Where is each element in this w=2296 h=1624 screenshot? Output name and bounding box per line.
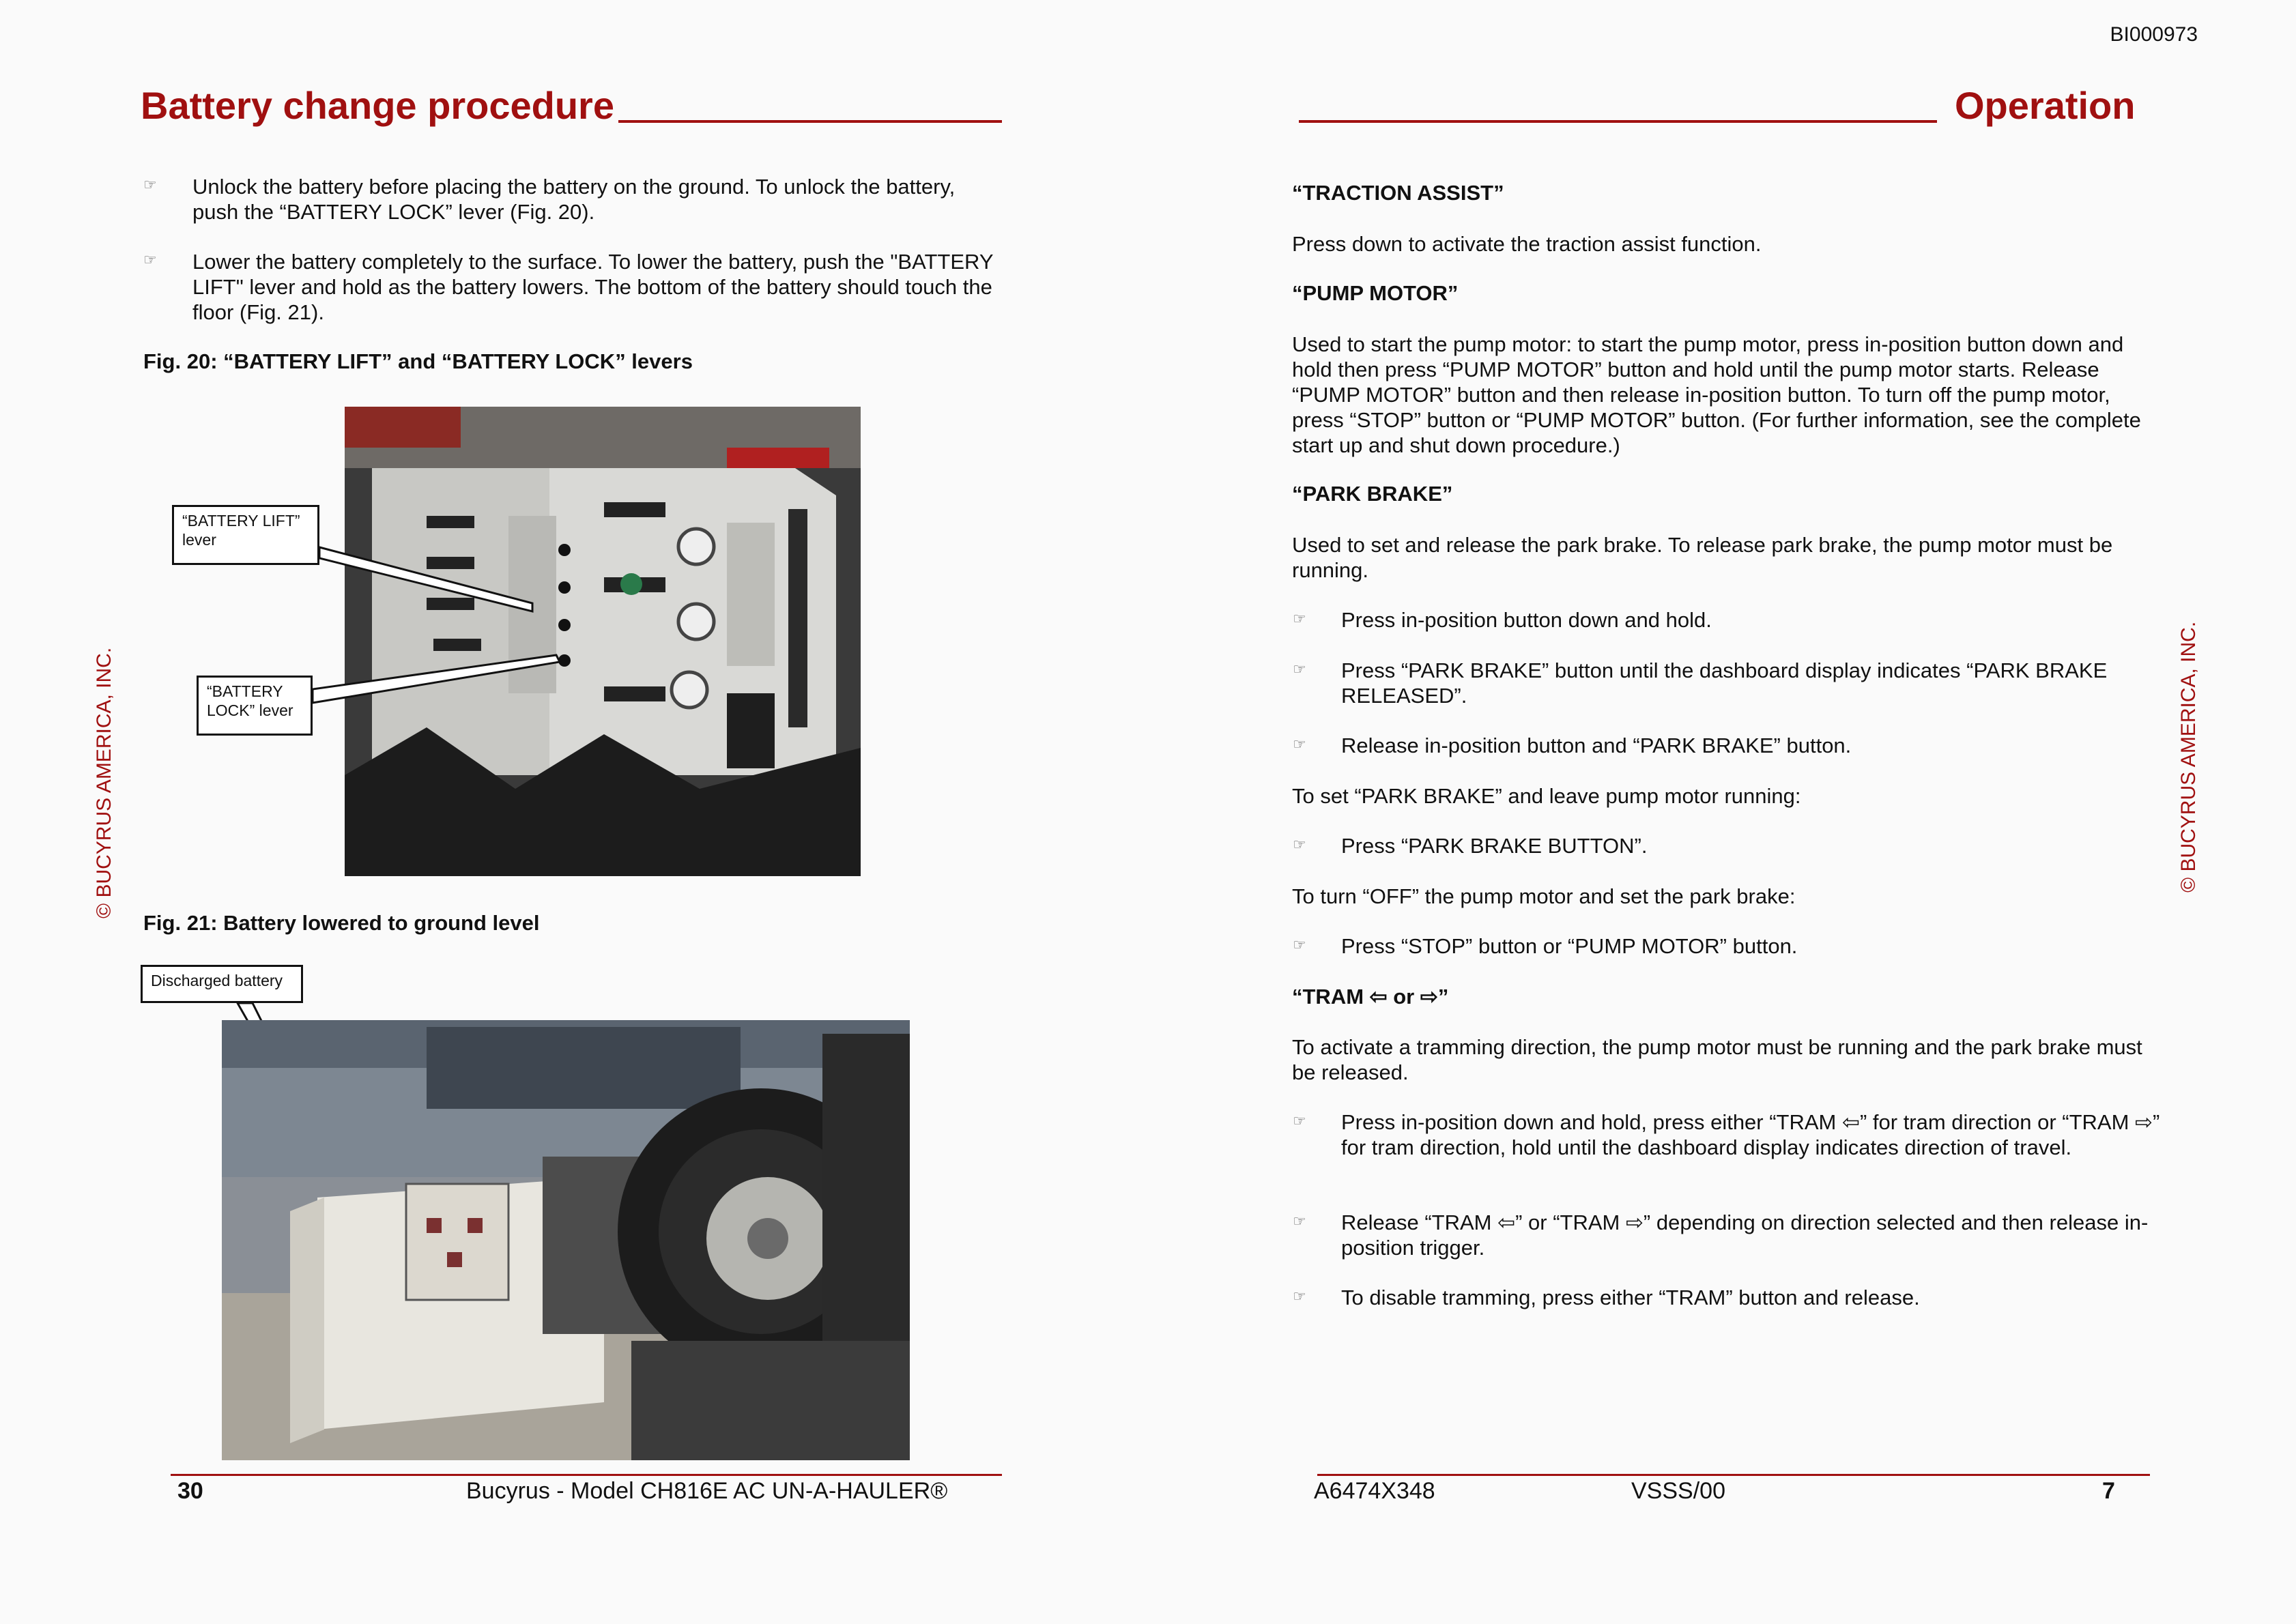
park-brake-heading: “PARK BRAKE” [1292,482,1453,506]
park-brake-step: Release in-position button and “PARK BRAKE” button. [1341,734,1852,757]
tram-step: Release “TRAM ⇦” or “TRAM ⇨” depending on direction selected and then release in-position trigger. [1341,1210,2149,1260]
right-page-title: Operation [1955,84,2136,127]
document-id: BI000973 [2110,23,2198,46]
left-bullet-text: Lower the battery completely to the surface. To lower the battery, push the "BATTERY LIFT" lever and hold as the battery lowers. The bottom of the battery should touch the floor (Fig. 21). [192,250,993,324]
park-brake-step: Press in-position button down and hold. [1341,608,1712,632]
tram-heading: “TRAM ⇦ or ⇨” [1292,985,1449,1009]
turn-off-step: Press “STOP” button or “PUMP MOTOR” button. [1341,934,1798,958]
pointing-hand-icon: ☞ [1293,836,1306,853]
park-brake-step: Press “PARK BRAKE” button until the dashboard display indicates “PARK BRAKE RELEASED”. [1341,658,2108,708]
fig21-caption: Fig. 21: Battery lowered to ground level [143,911,540,935]
battery-lock-callout: “BATTERY LOCK” lever [197,676,313,736]
pointing-hand-icon: ☞ [1293,661,1306,678]
pointing-hand-icon: ☞ [1293,936,1306,953]
pointing-hand-icon: ☞ [1293,1112,1306,1129]
pump-motor-text: Used to start the pump motor: to start the pump motor, press in-position button down and hold then press “PUMP MOTOR” button and hold until the pump motor starts. Release “PUMP MOTOR” button and then release in-position button. To turn off the pump motor, press “STOP” button or “PUMP MOTOR” button. (For further information, see the complete start up and shut down procedure.) [1292,332,2141,457]
left-bullet-text: Unlock the battery before placing the battery on the ground. To unlock the battery, push the “BATTERY LOCK” lever (Fig. 20). [192,175,956,224]
pump-motor-heading: “PUMP MOTOR” [1292,281,1459,305]
left-copyright-vertical: © BUCYRUS AMERICA, INC. [93,647,115,918]
traction-assist-heading: “TRACTION ASSIST” [1292,181,1504,205]
right-copyright-vertical: © BUCYRUS AMERICA, INC. [2177,621,2200,893]
set-park-brake-text: To set “PARK BRAKE” and leave pump motor running: [1292,784,1801,808]
left-page-title: Battery change procedure [141,84,614,127]
traction-assist-text: Press down to activate the traction assist function. [1292,232,1762,256]
battery-levers-photo [345,407,861,876]
pointing-hand-icon: ☞ [143,176,157,193]
turn-off-text: To turn “OFF” the pump motor and set the park brake: [1292,884,1796,908]
fig20-caption: Fig. 20: “BATTERY LIFT” and “BATTERY LOCK” levers [143,349,693,373]
tram-text: To activate a tramming direction, the pump motor must be running and the park brake must be released. [1292,1035,2142,1084]
discharged-battery-callout: Discharged battery [141,965,303,1003]
left-footer-model: Bucyrus - Model CH816E AC UN-A-HAULER® [466,1478,948,1504]
right-footer-code: A6474X348 [1314,1478,1435,1504]
pointing-hand-icon: ☞ [1293,610,1306,627]
title-rule-left [618,120,1002,123]
footer-rule-left [171,1474,1002,1476]
pointing-hand-icon: ☞ [1293,736,1306,753]
park-brake-text: Used to set and release the park brake. To release park brake, the pump motor must be running. [1292,533,2113,582]
battery-lowered-photo [222,1020,910,1460]
tram-step: To disable tramming, press either “TRAM” button and release. [1341,1286,1920,1309]
battery-lift-callout: “BATTERY LIFT” lever [172,505,319,565]
right-page-number: 7 [2102,1478,2115,1504]
set-park-brake-step: Press “PARK BRAKE BUTTON”. [1341,834,1648,858]
tram-step: Press in-position down and hold, press either “TRAM ⇦” for tram direction or “TRAM ⇨” for tram direction, hold until the dashboard display indicates direction of travel. [1341,1110,2160,1159]
left-page-number: 30 [177,1478,203,1504]
pointing-hand-icon: ☞ [143,251,157,268]
title-rule-right [1299,120,1937,123]
right-footer-revision: VSSS/00 [1631,1478,1725,1504]
footer-rule-right [1317,1474,2150,1476]
pointing-hand-icon: ☞ [1293,1213,1306,1230]
pointing-hand-icon: ☞ [1293,1288,1306,1305]
